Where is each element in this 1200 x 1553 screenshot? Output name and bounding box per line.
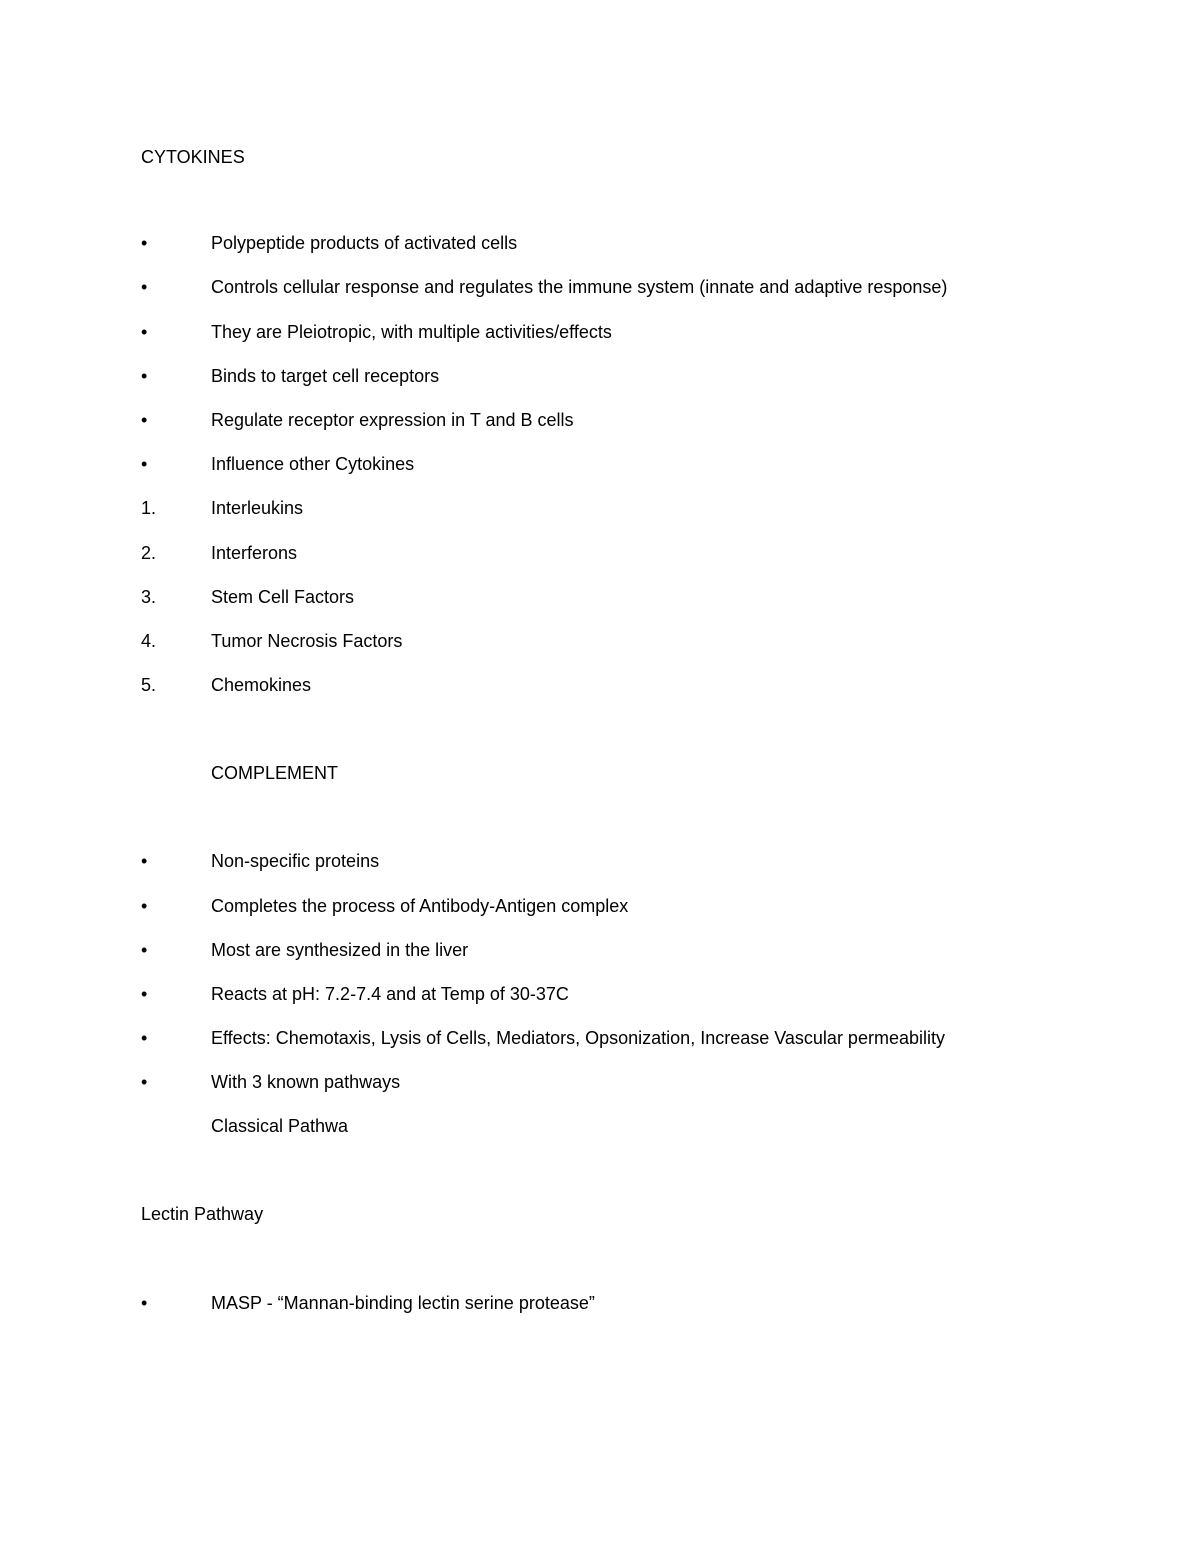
list-item: Completes the process of Antibody-Antigen complex (211, 896, 629, 916)
list-number: 4. (141, 631, 157, 651)
bullet-glyph: • (141, 984, 148, 1004)
list-item: Tumor Necrosis Factors (211, 631, 403, 651)
heading-complement: COMPLEMENT (211, 763, 339, 783)
list-item: Influence other Cytokines (211, 454, 415, 474)
list-number: 3. (141, 587, 157, 607)
list-item: Regulate receptor expression in T and B cells (211, 410, 574, 430)
heading-lectin-pathway: Lectin Pathway (141, 1204, 264, 1224)
bullet-glyph: • (141, 322, 148, 342)
list-item: Polypeptide products of activated cells (211, 233, 518, 253)
bullet-glyph: • (141, 366, 148, 386)
list-item: Controls cellular response and regulates the immune system (innate and adaptive response) (211, 277, 948, 297)
list-number: 1. (141, 498, 157, 518)
list-item: They are Pleiotropic, with multiple activities/effects (211, 322, 612, 342)
list-item: Interleukins (211, 498, 304, 518)
bullet-glyph: • (141, 233, 148, 253)
bullet-glyph: • (141, 1028, 148, 1048)
list-item: Effects: Chemotaxis, Lysis of Cells, Mediators, Opsonization, Increase Vascular permeability (211, 1028, 945, 1048)
bullet-glyph: • (141, 410, 148, 430)
list-number: 2. (141, 543, 157, 563)
list-item: Binds to target cell receptors (211, 366, 440, 386)
list-item: Non-specific proteins (211, 851, 380, 871)
list-item: Most are synthesized in the liver (211, 940, 469, 960)
bullet-glyph: • (141, 940, 148, 960)
bullet-glyph: • (141, 277, 148, 297)
list-item: Chemokines (211, 675, 312, 695)
list-item: With 3 known pathways (211, 1072, 401, 1092)
list-item: MASP - “Mannan-binding lectin serine protease” (211, 1293, 595, 1313)
list-item: Stem Cell Factors (211, 587, 355, 607)
heading-cytokines: CYTOKINES (141, 147, 245, 167)
list-number: 5. (141, 675, 157, 695)
bullet-glyph: • (141, 1072, 148, 1092)
bullet-glyph: • (141, 1293, 148, 1313)
bullet-glyph: • (141, 851, 148, 871)
list-item: Interferons (211, 543, 298, 563)
bullet-glyph: • (141, 454, 148, 474)
list-item: Reacts at pH: 7.2-7.4 and at Temp of 30-37C (211, 984, 569, 1004)
classical-pathway-text: Classical Pathwa (211, 1116, 349, 1136)
bullet-glyph: • (141, 896, 148, 916)
